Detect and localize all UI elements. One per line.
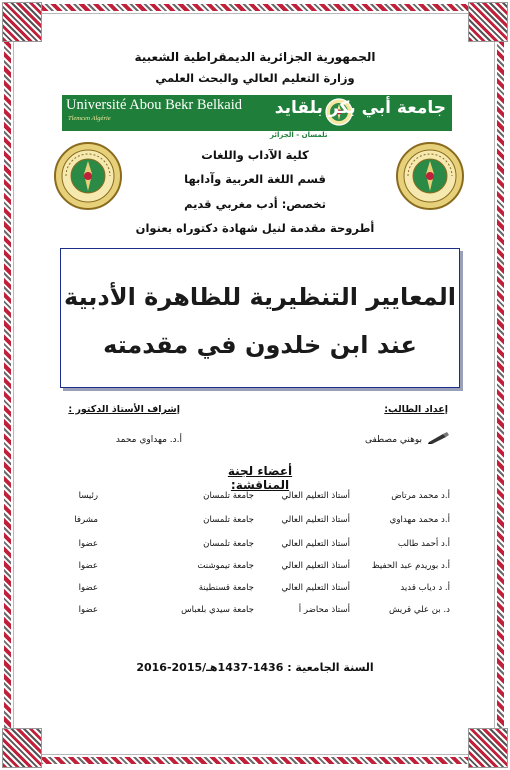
member-role: عضوا [78, 583, 98, 593]
corner-ornament [2, 2, 42, 42]
member-role: عضوا [78, 561, 98, 571]
university-location: Tlemcen Algérie [68, 115, 111, 122]
thesis-title-line-1: المعايير التنظيرية للظاهرة الأدبية [64, 283, 456, 311]
faculty-name: كلية الآداب واللغات [201, 148, 309, 162]
member-university: جامعة سيدي بلعباس [181, 605, 254, 615]
committee-heading: أعضاء لجنة المناقشة: [227, 464, 293, 492]
corner-ornament [468, 2, 508, 42]
thesis-intro: أطروحة مقدمة لنيل شهادة دكتوراه بعنوان [135, 221, 375, 235]
committee-row [0, 583, 510, 599]
member-name: أ.د أحمد طالب [397, 539, 450, 549]
pen-icon [427, 431, 451, 445]
member-role: مشرفا [74, 515, 98, 525]
committee-row [0, 539, 510, 555]
member-university: جامعة تيموشنت [197, 561, 254, 571]
member-university: جامعة تلمسان [203, 539, 254, 549]
member-name: أ.د بوريدم عبد الحفيظ [371, 561, 450, 571]
academic-year: السنة الجامعية : 1436-1437هـ/2015-2016 [136, 661, 374, 674]
member-role: رئيسا [78, 491, 98, 501]
member-name: أ.د محمد مهداوي [389, 515, 450, 525]
member-role: عضوا [78, 539, 98, 549]
committee-row [0, 561, 510, 577]
thesis-title-line-2: عند ابن خلدون في مقدمته [103, 331, 417, 359]
member-role: عضوا [78, 605, 98, 615]
department-name: قسم اللغة العربية وآدابها [184, 172, 326, 186]
member-rank: أستاذ محاضر أ [298, 605, 350, 615]
member-university: جامعة قسنطينة [198, 583, 254, 593]
student-label: إعداد الطالب: [384, 404, 448, 415]
thesis-title-frame [60, 248, 460, 388]
member-rank: أستاذ التعليم العالي [281, 539, 350, 549]
member-name: أ.د محمد مرتاض [391, 491, 450, 501]
ministry-heading: وزارة التعليم العالي والبحث العلمي [155, 71, 355, 85]
member-university: جامعة تلمسان [203, 491, 254, 501]
supervisor-label: إشراف الأستاذ الدكتور : [68, 404, 180, 415]
corner-ornament [468, 728, 508, 768]
university-arabic-name: جامعة أبي بكر بلقايد [274, 98, 446, 118]
student-name: بوهني مصطفى [364, 435, 422, 445]
member-name: د. بن علي قريش [388, 605, 450, 615]
committee-row [0, 491, 510, 507]
member-rank: أستاذ التعليم العالي [281, 491, 350, 501]
member-name: أ. د دياب قديد [400, 583, 450, 593]
university-latin-name: Université Abou Bekr Belkaid [66, 97, 242, 113]
member-rank: أستاذ التعليم العالي [281, 515, 350, 525]
republic-heading: الجمهورية الجزائرية الديمقراطية الشعبية [134, 50, 376, 64]
committee-row [0, 515, 510, 531]
member-rank: أستاذ التعليم العالي [281, 561, 350, 571]
committee-row [0, 605, 510, 621]
city-caption: تلمسان - الجزائر [270, 131, 328, 139]
corner-ornament [2, 728, 42, 768]
member-university: جامعة تلمسان [203, 515, 254, 525]
specialty-line: تخصص: أدب مغربي قديم [184, 197, 326, 211]
supervisor-name: أ.د. مهداوي محمد [115, 435, 182, 445]
university-banner [62, 95, 452, 131]
member-rank: أستاذ التعليم العالي [281, 583, 350, 593]
